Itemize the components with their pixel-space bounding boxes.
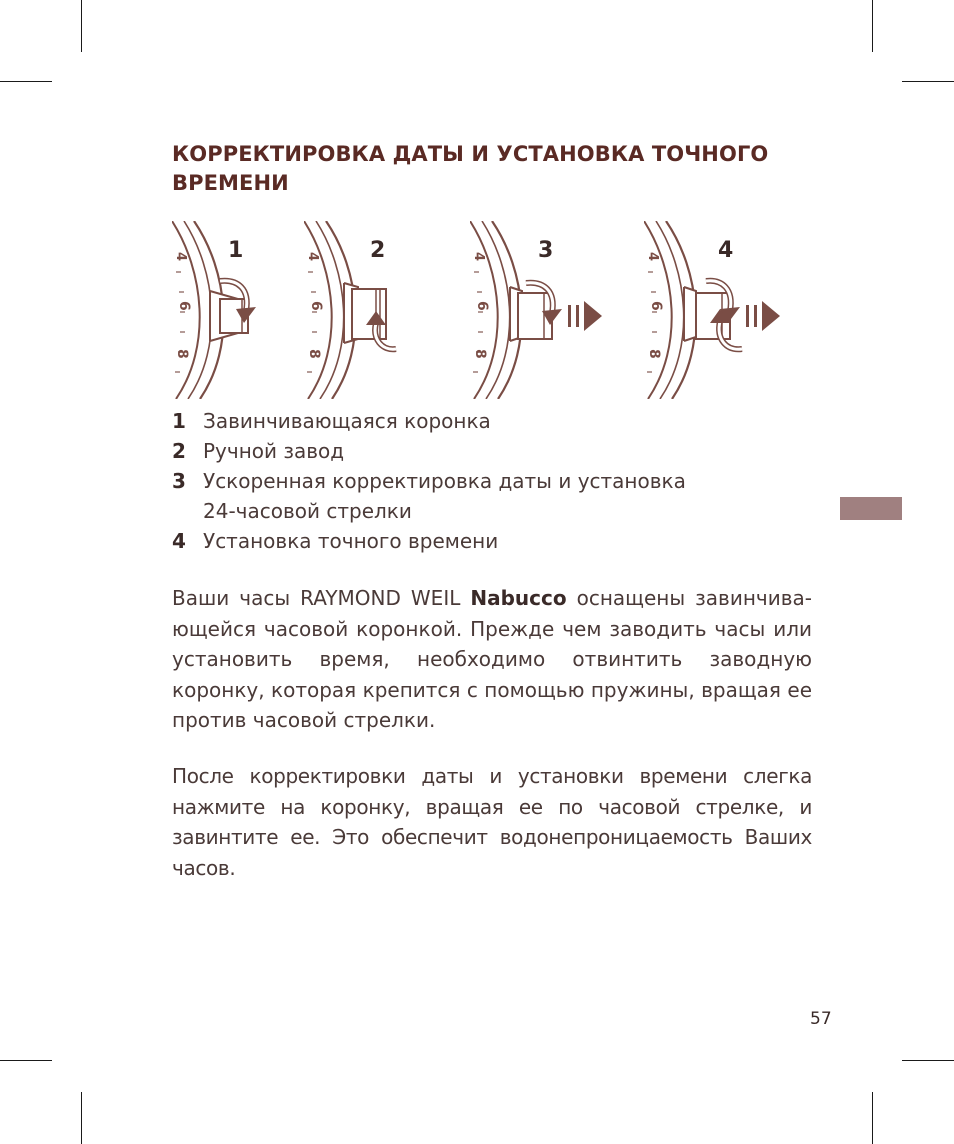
step-number: 4 xyxy=(172,529,186,553)
list-item xyxy=(172,436,812,466)
crop-mark xyxy=(872,0,873,52)
intro-text-end: оснащены завинчивающейся часовой коронкой. Прежде чем заводить часы или установить время, необходимо отвинтить заводную коронку, которая крепится с помощью пружины, вращая ее против часовой стрелки. xyxy=(172,586,812,732)
svg-text:8: 8 xyxy=(306,349,322,359)
figure-4 xyxy=(644,221,784,399)
svg-text:4: 4 xyxy=(645,252,660,262)
crop-mark xyxy=(81,1092,82,1144)
svg-text:6: 6 xyxy=(648,301,664,311)
svg-text:6: 6 xyxy=(308,301,324,311)
crop-mark xyxy=(81,0,82,52)
crop-mark xyxy=(0,81,52,82)
crop-mark xyxy=(902,81,954,82)
svg-text:8: 8 xyxy=(174,349,190,359)
crop-mark xyxy=(0,1060,52,1061)
step-number: 1 xyxy=(172,409,186,433)
crown-position-3-icon xyxy=(644,221,784,399)
step-number: 2 xyxy=(172,439,186,463)
page-title: КОРРЕКТИРОВКА ДАТЫ И УСТАНОВКА ТОЧНОГО ВРЕМЕНИ xyxy=(172,142,769,195)
step-text: Ускоренная корректировка даты и установка xyxy=(203,469,686,493)
step-text: Завинчивающаяся коронка xyxy=(203,409,491,433)
figure-number: 2 xyxy=(370,238,386,263)
section-tab xyxy=(840,497,902,520)
list-item xyxy=(172,526,812,556)
page-number: 57 xyxy=(810,1009,832,1029)
list-item xyxy=(172,466,812,526)
steps-list xyxy=(172,406,812,556)
figure-number: 4 xyxy=(718,238,734,263)
intro-paragraph xyxy=(172,583,812,736)
brand-name: Nabucco xyxy=(470,586,567,610)
svg-text:6: 6 xyxy=(474,301,490,311)
step-text: Установка точного времени xyxy=(203,529,499,553)
step-text: Ручной завод xyxy=(203,439,345,463)
intro-text-start: Ваши часы RAYMOND WEIL xyxy=(172,586,471,610)
figure-number: 3 xyxy=(538,238,554,263)
svg-text:4: 4 xyxy=(173,252,188,262)
svg-text:4: 4 xyxy=(305,252,320,262)
svg-text:8: 8 xyxy=(646,349,662,359)
step-text-continued: 24-часовой стрелки xyxy=(203,499,412,523)
list-item xyxy=(172,406,812,436)
svg-text:4: 4 xyxy=(471,252,486,262)
closing-paragraph: После корректировки даты и установки времени слегка нажмите на коронку, вращая ее по часовой стрелке, и завинтите ее. Это обеспечит водонепроницаемость Ваших часов. xyxy=(172,764,812,880)
crop-mark xyxy=(872,1092,873,1144)
svg-text:8: 8 xyxy=(472,349,488,359)
crop-mark xyxy=(902,1060,954,1061)
figure-number: 1 xyxy=(228,238,244,263)
step-number: 3 xyxy=(172,469,186,493)
svg-text:6: 6 xyxy=(176,301,192,311)
